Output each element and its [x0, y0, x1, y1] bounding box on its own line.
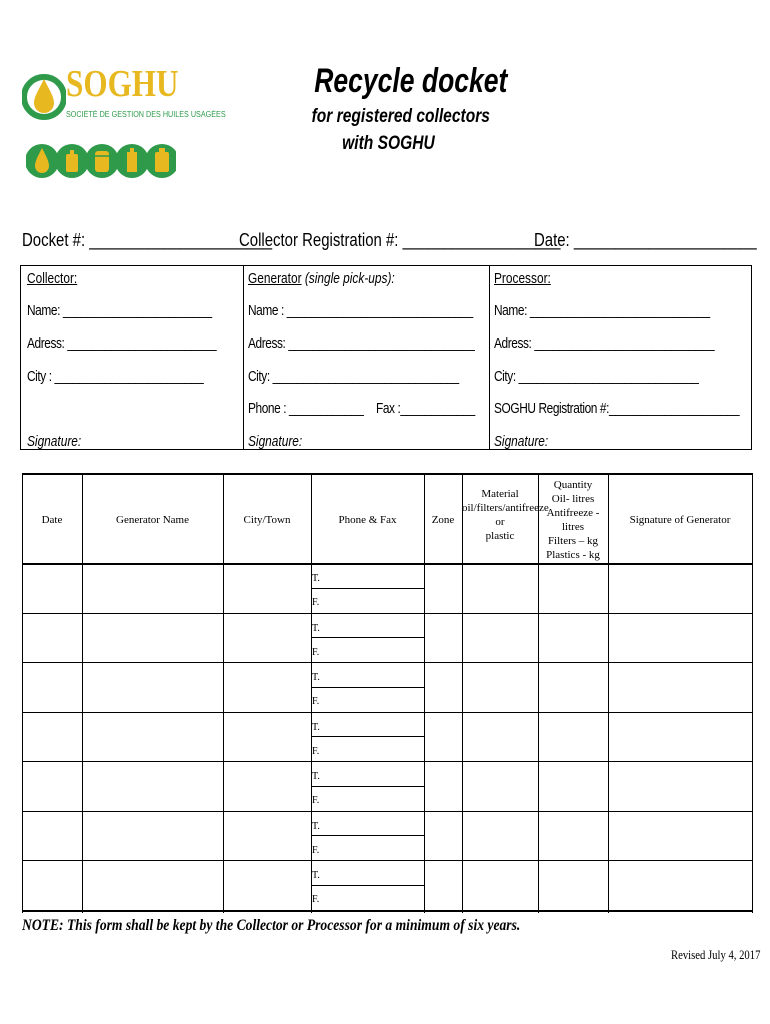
column-header-material: Material oil/filters/antifreeze or plastic: [462, 488, 549, 542]
fax-label: F.: [312, 646, 320, 658]
table-row[interactable]: [22, 761, 752, 811]
column-header-date: Date: [41, 514, 63, 526]
collector-registration-field[interactable]: Collector Registration #: ___________________: [239, 230, 561, 250]
generator-address-field[interactable]: Adress: ______________________________: [248, 336, 475, 352]
recycle-oil-drop-icon: [22, 65, 66, 129]
phone-label: T.: [312, 721, 320, 733]
oil-drop-icon: [26, 144, 59, 178]
oil-filter-icon: [85, 144, 119, 178]
generator-heading: [248, 271, 395, 287]
plastic-container-icon: [145, 144, 176, 178]
subtitle-line-1: for registered collectors: [311, 106, 490, 127]
phone-label: T.: [312, 870, 320, 881]
product-icons-row: [26, 142, 176, 180]
table-row[interactable]: [22, 811, 752, 861]
revision-date: Revised July 4, 2017: [671, 947, 761, 962]
collector-heading: Collector:: [27, 271, 78, 287]
soghu-logo: [22, 62, 226, 182]
processor-name-field[interactable]: Name: _____________________________: [494, 303, 710, 319]
subtitle-line-2: with SOGHU: [342, 133, 435, 154]
column-header-quantity: Quantity Oil- litres Antifreeze - litres Filters – kg Plastics - kg: [546, 479, 600, 561]
antifreeze-jug-icon: [115, 144, 149, 178]
fax-label: F.: [312, 696, 320, 707]
date-field[interactable]: Date: ______________________: [534, 230, 757, 250]
processor-heading: Processor:: [494, 271, 551, 287]
collector-signature-field[interactable]: Signature:: [27, 434, 82, 450]
brand-tagline: SOCIÉTÉ DE GESTION DES HUILES USAGÉES: [66, 110, 226, 119]
table-row[interactable]: [22, 860, 752, 910]
parties-info-box: [20, 265, 752, 450]
collector-address-field[interactable]: Adress: ________________________: [27, 336, 217, 352]
oil-bottle-icon: [55, 144, 89, 178]
generator-fax-field[interactable]: Fax :____________: [376, 401, 475, 417]
fax-label: F.: [312, 795, 320, 806]
table-row[interactable]: [22, 613, 752, 663]
page-title: Recycle docket: [314, 62, 508, 100]
table-row-rule: [22, 910, 752, 912]
processor-signature-field[interactable]: Signature:: [494, 434, 549, 450]
brand-name: SOGHU: [66, 63, 179, 105]
column-header-signature-of-generator: Signature of Generator: [629, 514, 731, 526]
table-row[interactable]: [22, 712, 752, 762]
generator-signature-field[interactable]: Signature:: [248, 434, 303, 450]
processor-city-field[interactable]: City: _____________________________: [494, 369, 699, 385]
docket-number-field[interactable]: Docket #: ______________________: [22, 230, 273, 250]
generator-city-field[interactable]: City: ______________________________: [248, 369, 459, 385]
generator-heading-note: (single pick-ups):: [301, 271, 395, 287]
processor-soghu-registration-field[interactable]: SOGHU Registration #:_____________________: [494, 401, 740, 417]
phone-label: T.: [312, 573, 320, 584]
fax-label: F.: [312, 844, 320, 856]
table-row[interactable]: [22, 662, 752, 712]
phone-label: T.: [312, 771, 320, 782]
collector-city-field[interactable]: City : ________________________: [27, 369, 204, 385]
table-top-rule: [22, 473, 752, 475]
collector-name-field[interactable]: Name: ________________________: [27, 303, 212, 319]
column-header-zone: Zone: [431, 514, 455, 526]
fax-label: F.: [312, 597, 320, 608]
pickup-log-table: [22, 473, 752, 913]
phone-label: T.: [312, 820, 320, 832]
retention-note: NOTE: This form shall be kept by the Collector or Processor for a minimum of six years.: [22, 917, 521, 934]
fax-label: F.: [312, 894, 320, 905]
generator-phone-field[interactable]: Phone : ____________: [248, 401, 364, 417]
generator-heading-label: Generator: [248, 271, 302, 287]
generator-name-field[interactable]: Name : ______________________________: [248, 303, 473, 319]
processor-address-field[interactable]: Adress: _____________________________: [494, 336, 715, 352]
column-header-generator-name: Generator Name: [116, 514, 189, 526]
phone-label: T.: [312, 672, 320, 683]
phone-label: T.: [312, 622, 320, 634]
table-column-rule: [752, 473, 753, 913]
column-header-city-town: City/Town: [243, 514, 291, 526]
fax-label: F.: [312, 745, 320, 757]
table-row[interactable]: [22, 563, 752, 613]
column-header-phone-fax: Phone & Fax: [338, 514, 397, 526]
